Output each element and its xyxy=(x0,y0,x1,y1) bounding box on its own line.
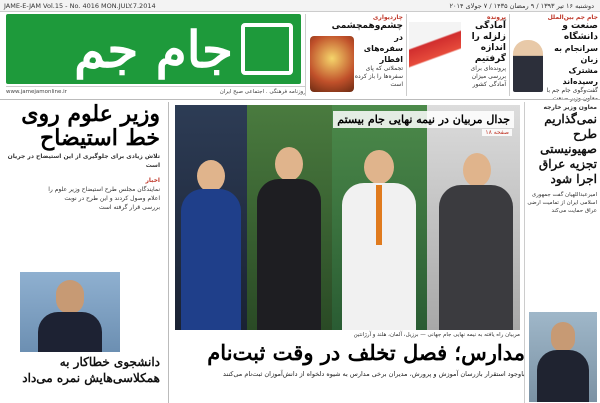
photo-body xyxy=(537,350,589,402)
teaser-industry[interactable] xyxy=(509,14,600,96)
issue-info-persian: دوشنبه ۱۶ تیر ۱۳۹۳ / ۹ رمضان ۱۴۳۵ / ۷ جولای ۲۰۱۴ xyxy=(449,2,594,10)
website-link[interactable]: www.jamejamonline.ir xyxy=(6,89,67,95)
coach-body xyxy=(439,185,513,330)
right-column xyxy=(524,102,600,403)
teaser-label: چاردیواری xyxy=(372,14,403,21)
body-line: عراق حمایت می‌کند xyxy=(551,208,597,214)
teaser-iftar[interactable] xyxy=(305,14,405,96)
coach-head xyxy=(364,150,394,184)
header-divider xyxy=(0,99,600,100)
coach-body xyxy=(257,179,321,330)
teaser-earthquake[interactable] xyxy=(406,14,508,96)
schools-subheadline: باوجود استقرار بازرسان آموزش و پرورش، مدیران برخی مدارس به شیوه دلخواه از دانش‌آموزان ثبت‌نام می‌کنند xyxy=(222,370,525,378)
teaser-label: پرونده xyxy=(487,14,506,21)
logo-text: جام جم xyxy=(74,19,233,79)
teaser-title: چشم‌وهمچشمی xyxy=(331,21,403,31)
left-column xyxy=(2,102,164,403)
teaser-label: جام جم بین‌الملل xyxy=(547,14,598,21)
news-label: اخبار xyxy=(145,177,160,184)
science-minister-sub: تلاش زیادی برای جلوگیری از این استیضاح در جریان است xyxy=(7,153,160,169)
column-divider-left xyxy=(168,102,169,403)
page-reference: صفحه ۱۸ xyxy=(482,129,512,136)
teaser-body: تجملاتی که پای سفره‌ها را باز کرده است xyxy=(354,65,403,88)
teaser-title: صنعت و دانشگاه xyxy=(562,21,598,42)
coach-head xyxy=(463,153,491,187)
photo-body xyxy=(38,312,102,352)
masthead-logo[interactable] xyxy=(6,14,301,84)
lanyard xyxy=(376,185,382,245)
teaser-title: آمادگی زلزله را اندازه گرفتیم xyxy=(471,21,506,64)
photo-head xyxy=(56,280,84,314)
teaser-title-2: در سفره‌های افطار xyxy=(363,33,403,64)
teaser-portrait-image xyxy=(513,40,543,92)
issue-info-latin: JAME-E-JAM Vol.15 - No. 4016 MON.JULY.7.2014 xyxy=(4,2,156,10)
teaser-road-image xyxy=(409,22,461,92)
masthead-strip xyxy=(6,86,306,96)
iraq-body xyxy=(525,191,600,215)
student-photo xyxy=(20,272,120,352)
teaser-title-3: مشترک رسیده‌اند xyxy=(562,66,598,86)
teaser-title-2: سرانجام به زبان xyxy=(554,44,598,64)
iraq-headline[interactable]: نمی‌گذاریم طرح صهیونیستی تجزیه عراق اجرا شود xyxy=(538,112,597,186)
deputy-minister-photo xyxy=(529,312,597,402)
news-line: اعلام وصول کردند و این طرح در نوبت xyxy=(64,195,160,202)
coach-photo-4 xyxy=(427,105,520,330)
coach-photo-1 xyxy=(175,105,247,330)
coach-head xyxy=(275,147,303,181)
body-line: اسلامی ایران از تمامیت ارضی xyxy=(527,200,597,206)
teaser-food-image xyxy=(310,36,354,92)
photo-head xyxy=(551,322,575,352)
teaser-body: پرونده‌ای برای بررسی میزان آمادگی کشور xyxy=(470,65,506,88)
photo-caption: مربیان راه یافته به نیمه نهایی جام جهانی — برزیل، آلمان، هلند و آرژانتین xyxy=(353,332,520,338)
coach-photo-2 xyxy=(247,105,332,330)
teaser-body: گفت‌وگوی جام جم با xyxy=(546,87,598,94)
student-headline[interactable]: دانشجوی خطاکار به همکلاسی‌هایش نمره می‌داد xyxy=(22,355,160,385)
world-cup-coaches-photo[interactable] xyxy=(175,105,520,330)
logo-emblem-icon xyxy=(241,23,293,75)
science-minister-headline[interactable]: وزیر علوم روی خط استیضاح xyxy=(21,101,160,151)
coach-head xyxy=(197,160,225,192)
schools-headline[interactable]: مدارس؛ فصل تخلف در وقت ثبت‌نام xyxy=(207,340,525,365)
news-line: نمایندگان مجلس طرح استیضاح وزیر علوم را xyxy=(48,186,160,193)
body-line: امیرعبداللهیان گفت جمهوری xyxy=(531,192,597,198)
tagline: روزنامه فرهنگی . اجتماعی صبح ایران xyxy=(219,89,306,95)
news-block xyxy=(2,176,164,212)
coach-body xyxy=(181,189,241,330)
world-cup-headline[interactable]: جدال مربیان در نیمه نهایی جام بیستم xyxy=(333,111,514,128)
deputy-minister-label: معاون وزیر خارجه xyxy=(543,104,597,111)
coach-photo-3 xyxy=(332,105,427,330)
news-line: بررسی قرار گرفته است xyxy=(98,204,160,211)
date-line xyxy=(0,0,600,12)
